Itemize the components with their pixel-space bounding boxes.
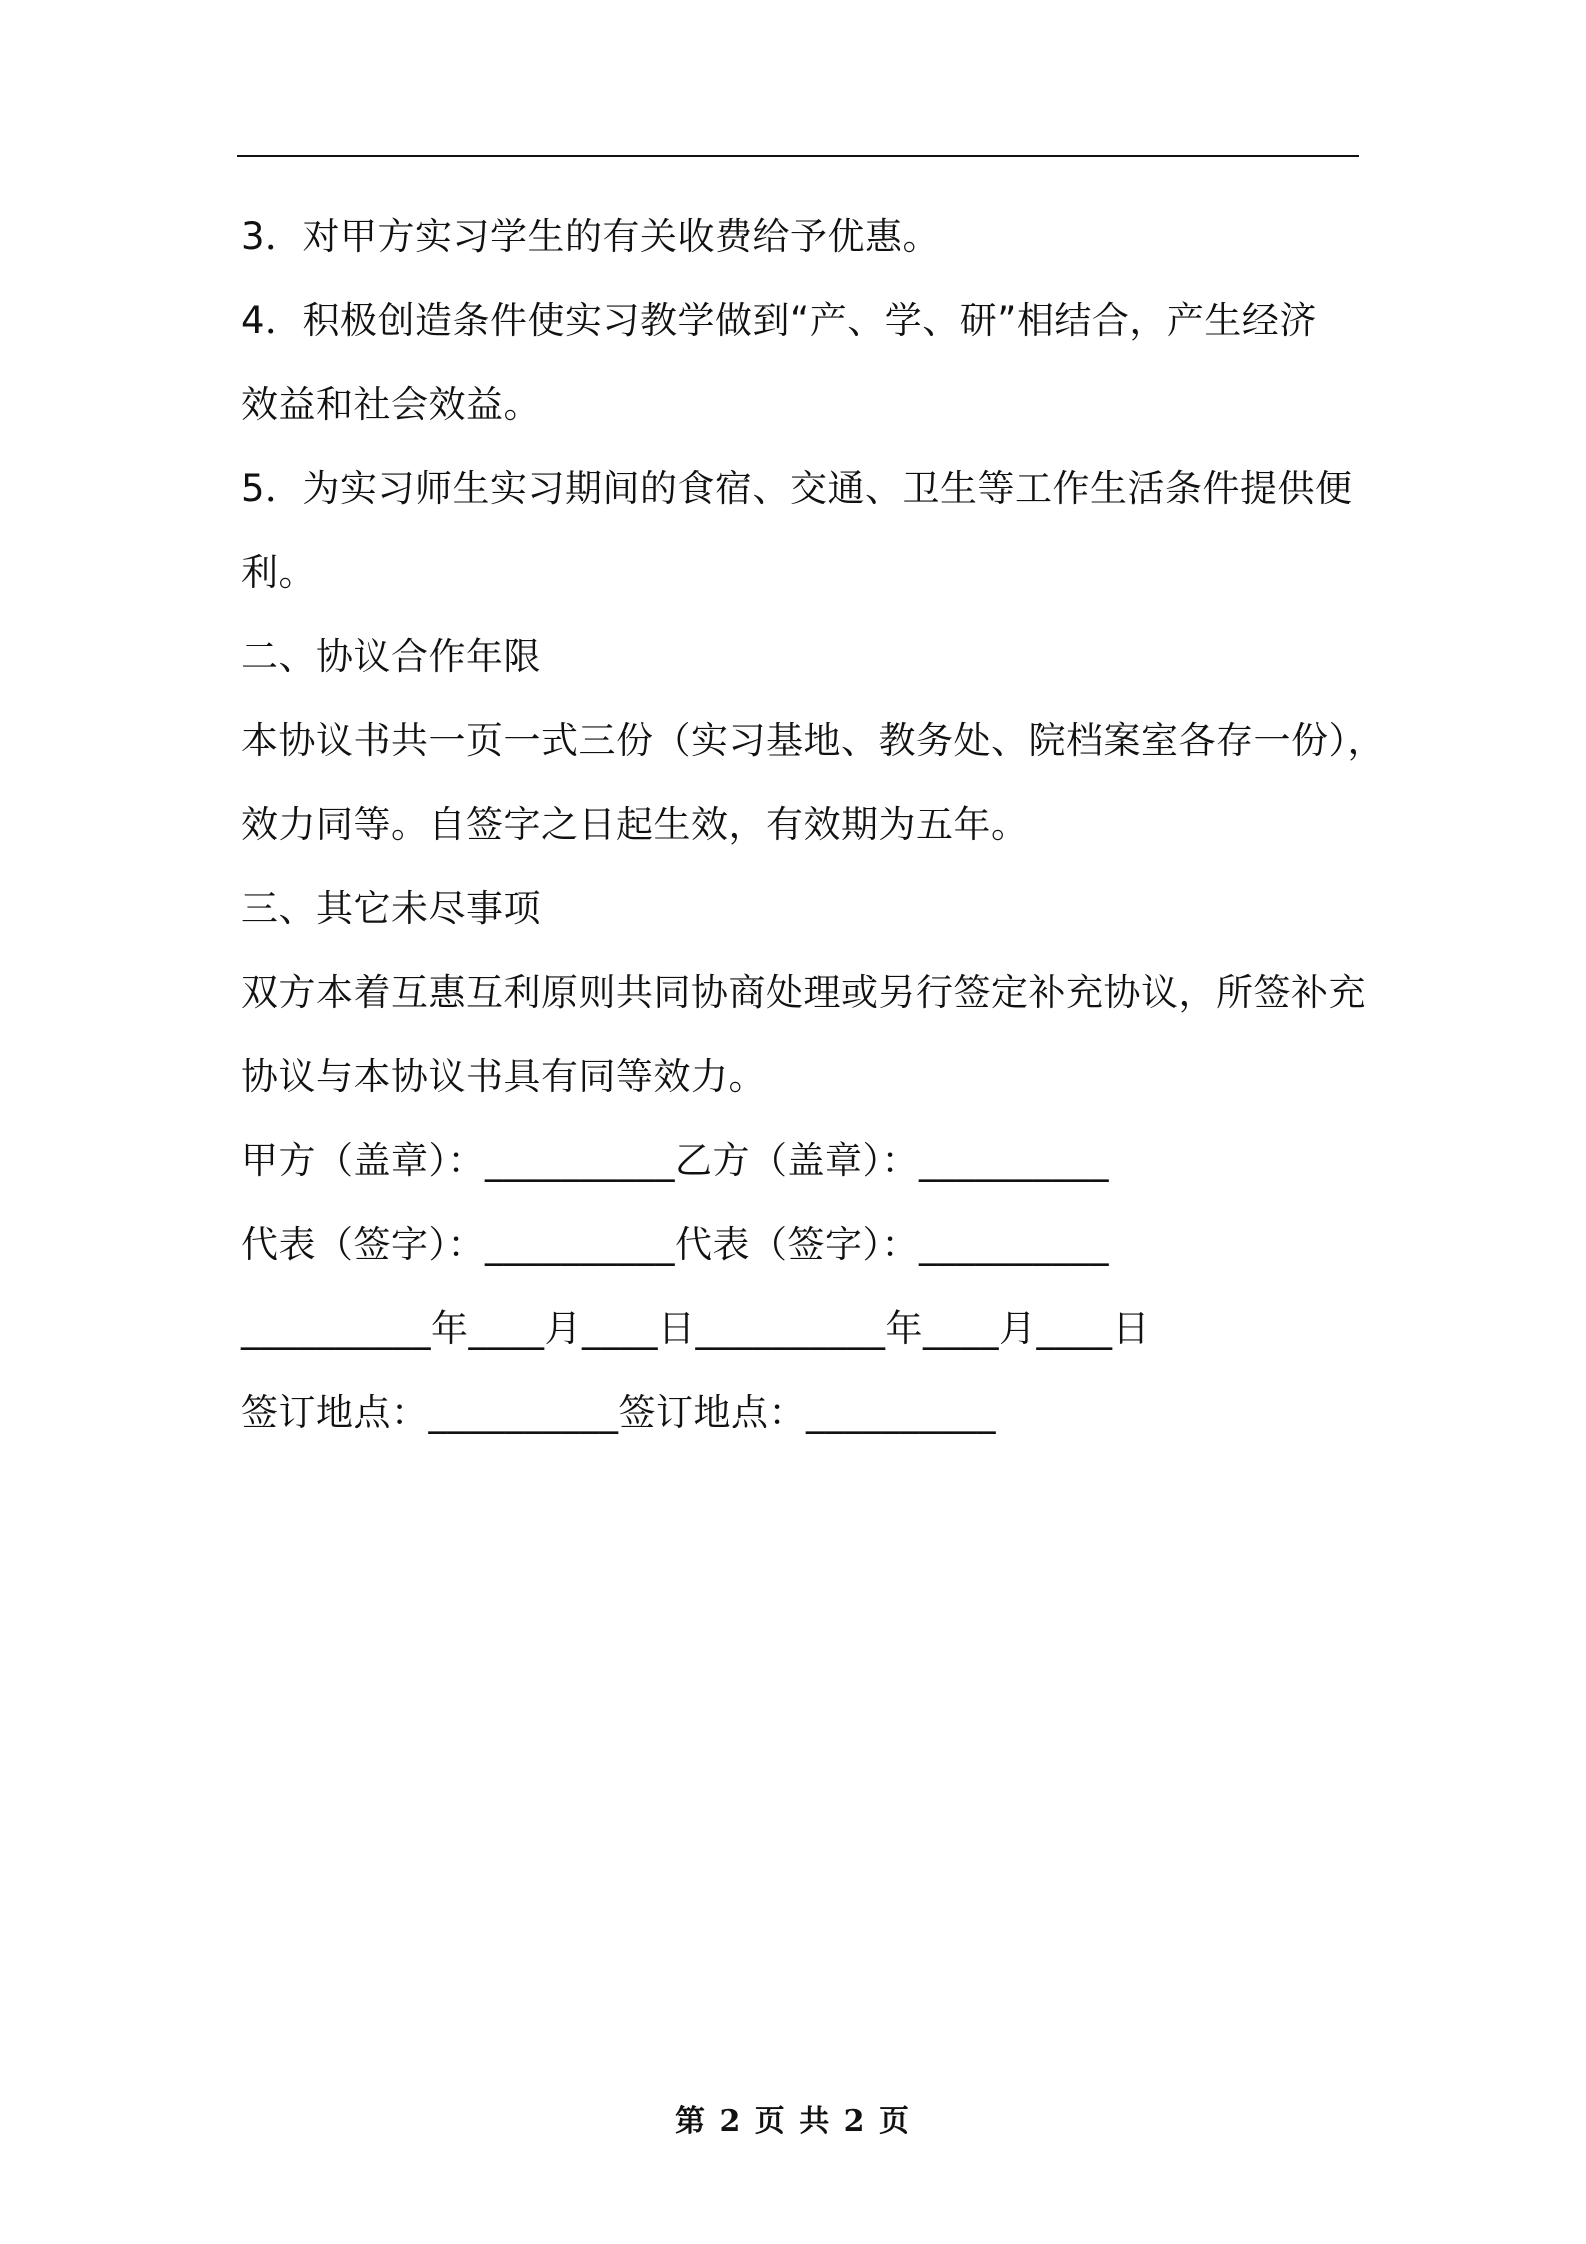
signature-line: 代表（签字）：__________代表（签字）：__________ <box>241 1223 1109 1266</box>
clause-3-line: 3．对甲方实习学生的有关收费给予优惠。 <box>241 215 941 258</box>
section-3-heading: 三、其它未尽事项 <box>241 887 541 930</box>
page-number: 第 2 页 共 2 页 <box>675 2104 911 2139</box>
document-body <box>241 195 1385 1455</box>
section-3-text-line-1: 双方本着互惠互利原则共同协商处理或另行签定补充协议，所签补充 <box>241 971 1366 1014</box>
clause-5-line-1: 5．为实习师生实习期间的食宿、交通、卫生等工作生活条件提供便 <box>241 467 1353 510</box>
signing-location-line: 签订地点：__________签订地点：__________ <box>241 1391 996 1434</box>
clause-4-line-1: 4．积极创造条件使实习教学做到“产、学、研”相结合，产生经济 <box>241 299 1317 342</box>
section-3-text-line-2: 协议与本协议书具有同等效力。 <box>241 1055 766 1098</box>
section-2-heading: 二、协议合作年限 <box>241 635 541 678</box>
clause-4-line-2: 效益和社会效益。 <box>241 383 541 426</box>
seal-line: 甲方（盖章）：__________乙方（盖章）：__________ <box>241 1139 1109 1182</box>
section-2-text-line-2: 效力同等。自签字之日起生效，有效期为五年。 <box>241 803 1029 846</box>
section-2-text-line-1: 本协议书共一页一式三份（实习基地、教务处、院档案室各存一份）， <box>241 719 1385 762</box>
date-line: __________年____月____日__________年____月____日 <box>241 1307 1150 1350</box>
clause-5-line-2: 利。 <box>241 551 316 594</box>
header-rule <box>237 155 1359 157</box>
